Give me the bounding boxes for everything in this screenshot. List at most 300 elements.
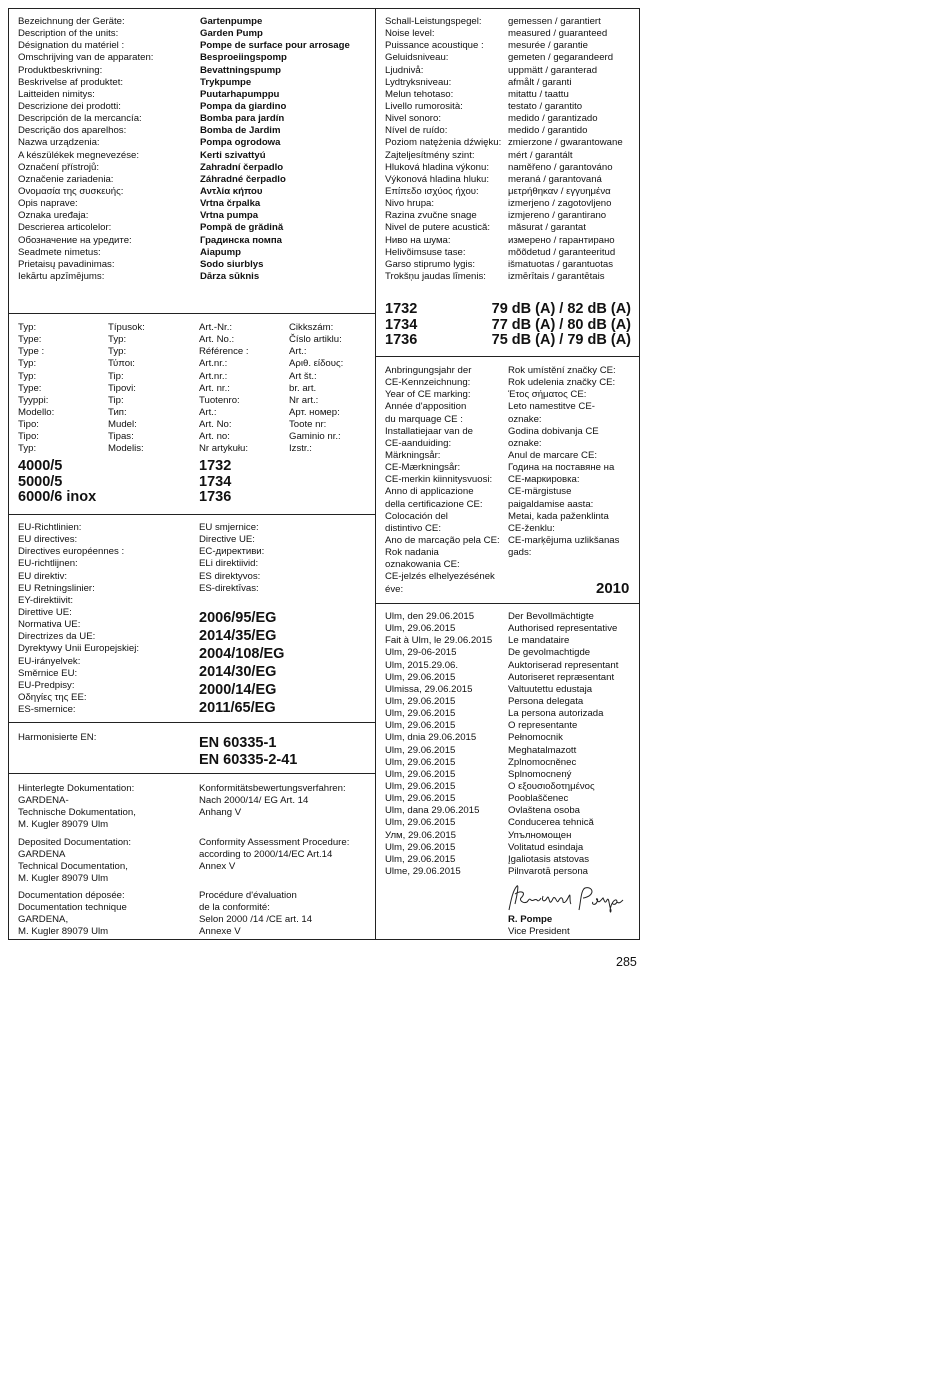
type-label: Tip: (108, 370, 124, 382)
directive-value: 2004/108/EG (199, 646, 285, 662)
signature-place-date: Ulm, 29.06.2015 (385, 793, 456, 805)
signature-place-date: Ulm, 29.06.2015 (385, 708, 456, 720)
noise-value: mitattu / taattu (508, 88, 569, 100)
directive-label: Dyrektywy Unii Europejskiej: (18, 643, 140, 655)
directive-label: EU smjernice: (199, 522, 259, 533)
designation-label: Description of the units: (18, 28, 119, 40)
designation-label: Označenie zariadenia: (18, 173, 114, 185)
documentation-line: GARDENA (18, 849, 66, 861)
ce-year-label: Année d'apposition (385, 401, 467, 413)
signature-title: Autoriseret repræsentant (508, 671, 615, 683)
ce-year-label: CE-merkin kiinnitysvuosi: (385, 474, 493, 486)
designation-value: Bomba para jardín (200, 113, 285, 125)
ce-year-label: Година на поставяне на (508, 462, 615, 474)
directive-label: EU-Richtlinien: (18, 522, 82, 533)
documentation-right-group (199, 837, 349, 873)
ce-year-label: Ano de marcação pela CE: (385, 534, 500, 546)
designation-value: Vrtna črpalka (200, 198, 261, 210)
noise-model-row (385, 302, 631, 318)
directive-label: Directives européennes : (18, 546, 125, 558)
type-models (18, 459, 96, 506)
documentation-right-group (199, 783, 346, 819)
article-label: Art.nr.: (199, 370, 228, 382)
noise-value: measured / guaranteed (508, 28, 608, 40)
article-label: Référence : (199, 346, 249, 358)
type-label: Tipo: (18, 431, 39, 443)
signature-title: Pełnomocnik (508, 732, 563, 744)
type-label: Tipo: (18, 419, 39, 431)
signature-title: Упълномощен (508, 829, 572, 841)
designation-label: Laitteiden nimitys: (18, 88, 95, 100)
designation-value: Sodo siurblys (200, 258, 264, 270)
noise-value: mért / garantált (508, 149, 573, 161)
noise-label: Hluková hladina výkonu: (385, 161, 489, 173)
ce-year-label: Anbringungsjahr der (385, 365, 472, 376)
designation-label: Prietaisų pavadinimas: (18, 258, 115, 270)
noise-label: Geluidsniveau: (385, 52, 449, 64)
documentation-line: Nach 2000/14/ EG Art. 14 (199, 795, 309, 807)
signature-title: Auktoriserad representant (508, 659, 619, 671)
model-article: 1732 (385, 301, 418, 317)
noise-label: Livello rumorosità: (385, 100, 463, 112)
model-noise-value: 75 dB (A) / 79 dB (A) (491, 332, 631, 349)
type-label: Tyyppi: (18, 394, 49, 406)
designation-label: Descrizione dei prodotti: (18, 100, 121, 112)
noise-label: Melun tehotaso: (385, 88, 454, 100)
signature-title: De gevolmachtigde (508, 647, 591, 659)
ce-year-label: Leto namestitve CE- (508, 401, 595, 413)
article-label: Art št.: (289, 370, 317, 382)
ce-year-label: éve: (385, 583, 404, 595)
noise-label: Helivõimsuse tase: (385, 246, 466, 258)
signature-title: Ovlaštena osoba (508, 805, 580, 817)
ce-year-label: Metai, kada paženklinta (508, 510, 609, 522)
article-label: Art.-Nr.: (199, 322, 233, 333)
noise-value: meraná / garantovaná (508, 173, 602, 185)
model-article: 1734 (385, 316, 418, 333)
documentation-line: M. Kugler 89079 Ulm (18, 873, 109, 885)
documentation-right-group (199, 890, 312, 939)
directive-labels-2 (199, 522, 264, 595)
signature-place-date: Fait à Ulm, le 29.06.2015 (385, 635, 493, 647)
noise-label: Επίπεδο ισχύος ήχου: (385, 185, 479, 197)
ce-year-label: Installatiejaar van de (385, 425, 473, 437)
directive-value: 2006/95/EG (199, 610, 277, 626)
signature-place-date: Ulm, 29.06.2015 (385, 695, 456, 707)
signature-place-date: Ulm, 2015.29.06. (385, 659, 459, 671)
documentation-line: Annexe V (199, 926, 241, 938)
article-label: Αριθ. είδους: (289, 358, 344, 370)
ce-year-label: Rok nadania (385, 547, 439, 559)
noise-model-row (385, 333, 631, 349)
documentation-line: Technische Dokumentation, (18, 807, 136, 819)
signature-place-date: Ulm, 29.06.2015 (385, 623, 456, 635)
noise-value: измерено / гарантирано (508, 234, 615, 246)
documentation-left-group (18, 890, 127, 939)
designation-label: Beskrivelse af produktet: (18, 76, 124, 88)
directive-labels (18, 522, 139, 716)
signature-title: Įgaliotasis atstovas (508, 853, 590, 865)
ce-year-values (508, 365, 619, 559)
signature-title: Persona delegata (508, 695, 584, 707)
directive-label: Οδηγίες της ΕΕ: (18, 691, 87, 703)
signature-title: La persona autorizada (508, 708, 604, 720)
type-labels-4 (289, 322, 343, 456)
noise-value: testato / garantito (508, 100, 583, 112)
article-label: Toote nr: (289, 419, 327, 431)
type-label: Typ: (18, 370, 37, 382)
documentation-line: M. Kugler 89079 Ulm (18, 926, 109, 938)
signature-place-date: Ulm, 29-06-2015 (385, 647, 457, 659)
signature-title: Authorised representative (508, 623, 618, 635)
directive-label: ES-smernice: (18, 704, 76, 716)
noise-value: medido / garantido (508, 125, 588, 137)
designation-value: Aiapump (200, 246, 242, 258)
model-noise-value: 77 dB (A) / 80 dB (A) (491, 316, 631, 333)
noise-value: uppmätt / garanterad (508, 64, 598, 76)
designation-label: Descripción de la mercancía: (18, 113, 142, 125)
designation-label: Désignation du matériel : (18, 40, 125, 52)
noise-label: Zajteljesítmény szint: (385, 149, 475, 161)
type-label: Tip: (108, 394, 124, 406)
type-label: Тип: (108, 406, 127, 418)
type-label: Type : (18, 346, 45, 358)
signature-place-date: Ulm, 29.06.2015 (385, 720, 456, 732)
directive-label: EU Retningslinier: (18, 582, 95, 594)
article-label: Nr artykułu: (199, 443, 249, 455)
documentation-line: according to 2000/14/EC Art.14 (199, 849, 333, 861)
type-label: Mudel: (108, 419, 137, 431)
directive-label: Normativa UE: (18, 619, 81, 631)
directive-label: EU-richtlijnen: (18, 558, 78, 570)
signature-title: Ο εξουσιοδοτημένος (508, 780, 595, 792)
ce-year-label: CE-Mærkningsår: (385, 462, 461, 474)
directive-value: 2011/65/EG (199, 700, 276, 716)
ce-year-label: CE-märgistuse (508, 486, 572, 498)
noise-label: Schall-Leistungspegel: (385, 16, 482, 27)
documentation-line: Documentation technique (18, 902, 127, 914)
documentation-line: Hinterlegte Dokumentation: (18, 783, 135, 794)
noise-label: Poziom natężenia dźwięku: (385, 137, 502, 149)
designation-label: Descrierea articolelor: (18, 222, 112, 234)
signature-title: Valtuutettu edustaja (508, 683, 593, 695)
directive-value: 2014/30/EG (199, 664, 277, 680)
noise-label: Nivel sonoro: (385, 113, 441, 125)
directive-label: ES-direktīvas: (199, 582, 259, 594)
type-labels-1 (18, 322, 54, 456)
ce-year-label: CE-jelzés elhelyezésének (385, 571, 495, 583)
directive-label: Directrizes da UE: (18, 631, 96, 643)
signature-title: Pooblaščenec (508, 793, 569, 805)
signature-place-date: Ulm, 29.06.2015 (385, 841, 456, 853)
signature-title: O representante (508, 720, 578, 732)
noise-values (508, 16, 623, 283)
noise-label: Puissance acoustique : (385, 40, 484, 52)
noise-label: Trokšņu jaudas līmenis: (385, 270, 486, 282)
ce-year-labels (385, 365, 500, 596)
signature-place-date: Ulm, 29.06.2015 (385, 744, 456, 756)
designation-label: Nazwa urządzenia: (18, 137, 100, 149)
ce-year-label: Anno di applicazione (385, 486, 474, 498)
model-article: 1736 (385, 332, 418, 349)
directive-label: EU direktiv: (18, 570, 68, 582)
noise-value: μετρήθηκαν / εγγυημένα (508, 185, 611, 197)
harmonised-standard: EN 60335-2-41 (199, 752, 298, 768)
article-label: Art.: (289, 346, 307, 358)
noise-value: afmålt / garanti (508, 76, 572, 88)
designation-value: Bevattningspump (200, 64, 282, 76)
signature-place-date: Ulm, 29.06.2015 (385, 671, 456, 683)
noise-value: mesurée / garantie (508, 40, 588, 52)
ce-year: 2010 (596, 580, 630, 597)
noise-label: Lydtryksniveau: (385, 76, 452, 88)
type-label: Modelis: (108, 443, 144, 455)
ce-year-label: CE-marķējuma uzlikšanas (508, 534, 620, 546)
directive-label: EU-irányelvek: (18, 655, 81, 667)
signature-place-date: Ulm, dana 29.06.2015 (385, 805, 480, 817)
noise-model-row (385, 318, 631, 334)
signature-title: Meghatalmazott (508, 744, 577, 756)
designation-value: Kerti szivattyú (200, 149, 266, 161)
signature-place-date: Улм, 29.06.2015 (385, 829, 456, 841)
ce-year-label: CE-ženklu: (508, 522, 555, 534)
ce-year-label: du marquage CE : (385, 413, 463, 425)
directive-value: 2000/14/EG (199, 682, 277, 698)
documentation-line: de la conformité: (199, 902, 270, 914)
article-label: Tuotenro: (199, 394, 240, 406)
designation-value: Záhradné čerpadlo (200, 173, 286, 185)
documentation-line: Technical Documentation, (18, 861, 128, 873)
designation-label: Produktbeskrivning: (18, 64, 103, 76)
ce-year-label: CE-маркировка: (508, 474, 580, 486)
designation-label: Označení přístrojů: (18, 161, 100, 173)
noise-label: Ниво на шума: (385, 234, 451, 246)
ce-year-label: Godina dobivanja CE (508, 425, 599, 437)
signature-place-date: Ulm, 29.06.2015 (385, 780, 456, 792)
type-label: Type: (18, 382, 42, 394)
type-label: Typ: (108, 334, 127, 346)
type-label: Tipas: (108, 431, 134, 443)
noise-label: Nível de ruído: (385, 125, 448, 137)
noise-value: zmierzone / gwarantowane (508, 137, 623, 149)
designation-value: Αντλία κήπου (200, 185, 263, 197)
article-label: br. art. (289, 382, 317, 394)
designation-value: Градинска помпа (200, 234, 282, 246)
directive-label: EY-direktiivit: (18, 594, 74, 606)
documentation-line: Conformity Assessment Procedure: (199, 837, 350, 848)
designation-value: Pompa ogrodowa (200, 137, 281, 149)
designation-labels (18, 16, 153, 283)
directive-label: Directive UE: (199, 534, 255, 546)
divider (8, 313, 376, 314)
directive-value: 2014/35/EG (199, 628, 277, 644)
noise-label: Nivo hrupa: (385, 198, 435, 210)
model-article: 1736 (199, 489, 232, 506)
ce-year-label: CE-Kennzeichnung: (385, 377, 471, 389)
designation-value: Besproeiingspomp (200, 52, 287, 64)
model-noise-value: 79 dB (A) / 82 dB (A) (491, 301, 631, 317)
designation-values (200, 16, 350, 283)
noise-value: gemeten / gegarandeerd (508, 52, 614, 64)
designation-label: Обозначение на уредите: (18, 234, 132, 246)
designation-value: Garden Pump (200, 28, 263, 40)
article-label: Art. no: (199, 431, 230, 443)
ce-year-label: Rok umístění značky CE: (508, 365, 616, 376)
documentation-line: Anhang V (199, 807, 242, 819)
documentation-line: Selon 2000 /14 /CE art. 14 (199, 914, 313, 926)
designation-value: Trykpumpe (200, 76, 252, 88)
noise-value: gemessen / garantiert (508, 16, 601, 27)
type-labels-2 (108, 322, 145, 456)
handwritten-signature (505, 882, 625, 916)
designation-label: Omschrijving van de apparaten: (18, 52, 154, 64)
type-label: Type: (18, 334, 42, 346)
documentation-line: Procédure d'évaluation (199, 890, 297, 901)
documentation-left-group (18, 837, 131, 886)
noise-label: Razina zvučne snage (385, 210, 477, 222)
harmonised-values (199, 735, 297, 769)
noise-label: Noise level: (385, 28, 435, 40)
signatory-role: Vice President (508, 926, 570, 937)
model-name: 6000/6 inox (18, 489, 97, 506)
ce-year-label: Anul de marcare CE: (508, 449, 598, 461)
noise-value: izmerjeno / zagotovljeno (508, 198, 612, 210)
directive-label: ЕС-директиви: (199, 546, 265, 558)
signature-titles (508, 611, 618, 878)
ce-year-label: gads: (508, 547, 532, 559)
noise-label: Nivel de putere acustică: (385, 222, 491, 234)
type-article-numbers (199, 459, 231, 506)
divider (8, 514, 376, 515)
directive-label: ES direktyvos: (199, 570, 261, 582)
type-label: Typ: (18, 358, 37, 370)
model-name: 5000/5 (18, 473, 63, 490)
article-label: Арт. номер: (289, 406, 340, 418)
designation-value: Bomba de Jardim (200, 125, 281, 137)
article-label: Art.nr.: (199, 358, 228, 370)
divider (375, 603, 640, 604)
article-label: Izstr.: (289, 443, 312, 455)
documentation-left-group (18, 783, 136, 832)
divider (8, 773, 376, 774)
ce-year-label: oznake: (508, 437, 542, 449)
designation-label: Ονομασία της συσκευής: (18, 185, 124, 197)
signature-place-date: Ulm, dnia 29.06.2015 (385, 732, 477, 744)
directive-label: Direttive UE: (18, 606, 72, 618)
article-label: Nr art.: (289, 394, 319, 406)
ce-year-label: paigaldamise aasta: (508, 498, 594, 510)
signature-title: Conducerea tehnică (508, 817, 594, 829)
signature-places (385, 611, 492, 878)
article-label: Gaminio nr.: (289, 431, 341, 443)
type-label: Τύποι: (108, 358, 135, 370)
column-divider (375, 8, 376, 940)
signature-title: Pilnvarotā persona (508, 865, 588, 877)
article-label: Art. No: (199, 419, 232, 431)
documentation-line: Annex V (199, 861, 236, 873)
signature-title: Der Bevollmächtigte (508, 611, 594, 622)
designation-label: Iekārtu apzīmējums: (18, 270, 105, 282)
harmonised-standard: EN 60335-1 (199, 735, 277, 751)
signature-title: Zplnomocněnec (508, 756, 577, 768)
type-label: Modello: (18, 406, 55, 418)
designation-value: Puutarhapumppu (200, 88, 280, 100)
divider (375, 356, 640, 357)
signature-place-date: Ulmissa, 29.06.2015 (385, 683, 473, 695)
designation-label: Descrição dos aparelhos: (18, 125, 127, 137)
directive-values (199, 609, 284, 717)
ce-year-label: della certificazione CE: (385, 498, 483, 510)
article-label: Art. nr.: (199, 382, 230, 394)
type-label: Typ: (18, 443, 37, 455)
signature-place-date: Ulme, 29.06.2015 (385, 865, 461, 877)
noise-value: medido / garantizado (508, 113, 598, 125)
directive-label: EU-Predpisy: (18, 679, 75, 691)
signature-place-date: Ulm, 29.06.2015 (385, 756, 456, 768)
ce-year-label: Year of CE marking: (385, 389, 471, 401)
documentation-line: GARDENA- (18, 795, 69, 807)
article-label: Art. No.: (199, 334, 235, 346)
designation-value: Gartenpumpe (200, 16, 263, 27)
documentation-line: Deposited Documentation: (18, 837, 132, 848)
ce-year-label: Έτος σήματος CE: (508, 389, 587, 401)
designation-value: Vrtna pumpa (200, 210, 259, 222)
signatory-name: R. Pompe (508, 914, 553, 925)
designation-value: Dārza sūknis (200, 270, 260, 282)
signature-title: Splnomocnený (508, 768, 572, 780)
documentation-line: Konformitätsbewertungsverfahren: (199, 783, 346, 794)
directive-label: EU directives: (18, 534, 78, 546)
noise-models (385, 302, 631, 349)
designation-label: A készülékek megnevezése: (18, 149, 140, 161)
designation-value: Pompe de surface pour arrosage (200, 40, 350, 52)
type-labels-3 (199, 322, 249, 456)
noise-value: izmērītais / garantētais (508, 270, 605, 282)
signature-place-date: Ulm, 29.06.2015 (385, 768, 456, 780)
harmonised-label: Harmonisierte EN: (18, 732, 97, 743)
article-label: Art.: (199, 406, 217, 418)
signature-place-date: Ulm, 29.06.2015 (385, 817, 456, 829)
designation-label: Opis naprave: (18, 198, 78, 210)
ce-year-label: CE-aanduiding: (385, 437, 452, 449)
directive-label: Směrnice EU: (18, 667, 78, 679)
noise-labels (385, 16, 501, 283)
signature-title: Le mandataire (508, 635, 570, 647)
documentation-line: Documentation déposée: (18, 890, 125, 901)
article-label: Číslo artiklu: (289, 334, 342, 346)
signature-place-date: Ulm, 29.06.2015 (385, 853, 456, 865)
noise-value: išmatuotas / garantuotas (508, 258, 614, 270)
divider (8, 722, 376, 723)
designation-value: Pompă de grădină (200, 222, 284, 234)
noise-value: mõõdetud / garanteeritud (508, 246, 616, 258)
designation-label: Bezeichnung der Geräte: (18, 16, 125, 27)
documentation-line: GARDENA, (18, 914, 69, 926)
ce-year-label: Rok udelenia značky CE: (508, 377, 616, 389)
page-number: 285 (616, 955, 637, 969)
designation-value: Zahradní čerpadlo (200, 161, 284, 173)
documentation-line: M. Kugler 89079 Ulm (18, 819, 109, 831)
ce-year-label: Märkningsår: (385, 449, 441, 461)
type-label: Typ: (18, 322, 37, 333)
noise-label: Ljudnivå: (385, 64, 424, 76)
signature-title: Volitatud esindaja (508, 841, 584, 853)
type-label: Típusok: (108, 322, 145, 333)
model-article: 1732 (199, 458, 232, 474)
ce-year-label: oznake: (508, 413, 542, 425)
ce-year-label: oznakowania CE: (385, 559, 460, 571)
noise-value: naměřeno / garantováno (508, 161, 613, 173)
